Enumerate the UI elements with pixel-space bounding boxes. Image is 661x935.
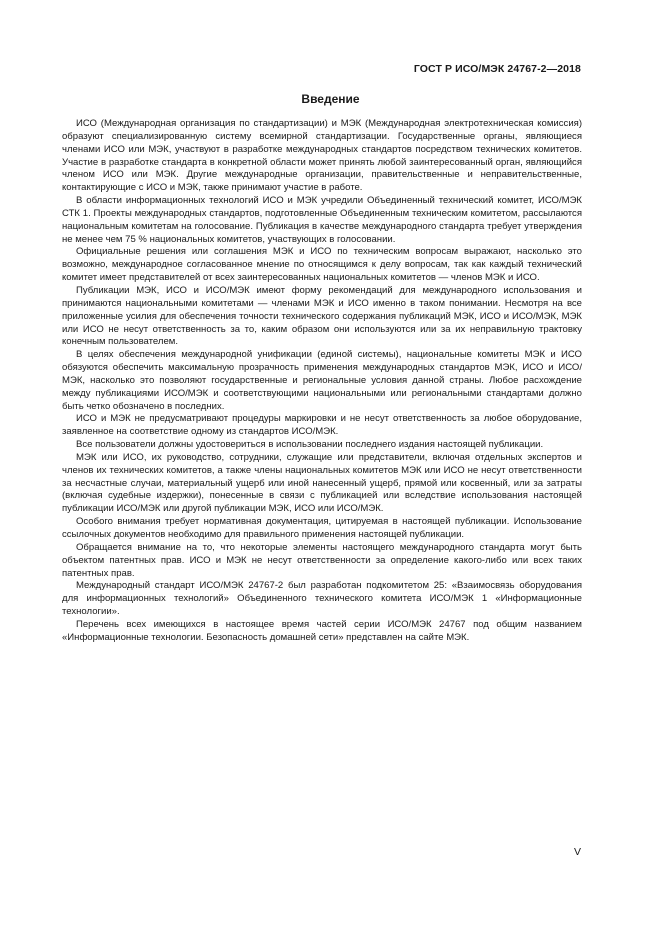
paragraph: Перечень всех имеющихся в настоящее время частей серии ИСО/МЭК 24767 под общим названием «Информационные технологии. Безопасность домашней сети» представлен на сайте МЭК.	[62, 618, 582, 643]
paragraph: Все пользователи должны удостовериться в использовании последнего издания настоящей публикации.	[76, 439, 544, 451]
paragraph: Международный стандарт ИСО/МЭК 24767-2 был разработан подкомитетом 25: «Взаимосвязь оборудования для информационных технологий» Объединенного технического комитета ИСО/МЭК 1 «Информационные технологии».	[62, 580, 582, 618]
paragraph: ИСО (Международная организация по стандартизации) и МЭК (Международная электротехническая комиссия) образуют специализированную систему всемирной стандартизации. Государственные органы, являющиеся членами ИСО или МЭК, участвуют в разработке международных стандартов посредством технических комитетов. Участие в разработке стандарта в конкретной области может принять любой заинтересованный орган, являющийся членом ИСО или МЭК. Другие международные организации, правительственные и неправительственные, контактирующие с ИСО и МЭК, также принимают участие в работе.	[62, 118, 582, 194]
paragraph: Официальные решения или соглашения МЭК и ИСО по техническим вопросам выражают, насколько это возможно, международное согласованное мнение по относящимся к делу вопросам, так как каждый технический комитет имеет представителей от всех заинтересованных национальных комитетов — членов МЭК и ИСО.	[62, 246, 582, 284]
paragraph: Обращается внимание на то, что некоторые элементы настоящего международного стандарта могут быть объектом патентных прав. ИСО и МЭК не несут ответственности за определение какого-либо или всех таких патентных прав.	[62, 541, 582, 579]
paragraph: Публикации МЭК, ИСО и ИСО/МЭК имеют форму рекомендаций для международного использования и принимаются национальными комитетами — членами МЭК и ИСО именно в таком понимании. Несмотря на все приложенные усилия для обеспечения точности технического содержания публикаций МЭК, ИСО и ИСО/МЭК, МЭК или ИСО не несут ответственность за то, каким образом они используются или за их неправильную трактовку конечным пользователем.	[62, 284, 582, 348]
paragraph: В области информационных технологий ИСО и МЭК учредили Объединенный технический комитет, ИСО/МЭК СТК 1. Проекты международных стандартов, подготовленные Объединенным техническим комитетом, рассылаются национальным комитетам на голосование. Публикация в качестве международного стандарта требует утверждения не менее чем 75 % национальных комитетов, участвующих в голосовании.	[62, 195, 582, 245]
paragraph: Особого внимания требует нормативная документация, цитируемая в настоящей публикации. Использование ссылочных документов необходимо для правильного применения настоящей публикации.	[62, 516, 582, 540]
page-number: V	[573, 846, 581, 858]
paragraph: В целях обеспечения международной унификации (единой системы), национальные комитеты МЭК и ИСО обязуются обеспечить максимальную прозрачность применения международных стандартов МЭК, ИСО и ИСО/ МЭК, насколько это позволяют государственные и региональные условия данной страны. Любое расхождение между публикациями ИСО/МЭК и соответствующими национальными или региональными стандартами должно быть четко обозначено в последних.	[62, 349, 582, 412]
document-code-header: ГОСТ Р ИСО/МЭК 24767-2—2018	[413, 63, 581, 75]
section-title: Введение	[301, 92, 360, 106]
document-body	[62, 118, 582, 645]
paragraph: ИСО и МЭК не предусматривают процедуры маркировки и не несут ответственность за любое оборудование, заявленное на соответствие одному из стандартов ИСО/МЭК.	[62, 413, 582, 438]
paragraph: МЭК или ИСО, их руководство, сотрудники, служащие или представители, включая отдельных экспертов и членов их технических комитетов, а также члены национальных комитетов МЭК или ИСО не несут ответственности за несчастные случаи, материальный ущерб или иной нанесенный ущерб, прямой или косвенный, или за затраты (включая судебные издержки), понесенные в связи с публикацией или вследствие использования настоящей публикации ИСО/МЭК или другой публикации МЭК, ИСО или ИСО/МЭК.	[62, 451, 582, 515]
